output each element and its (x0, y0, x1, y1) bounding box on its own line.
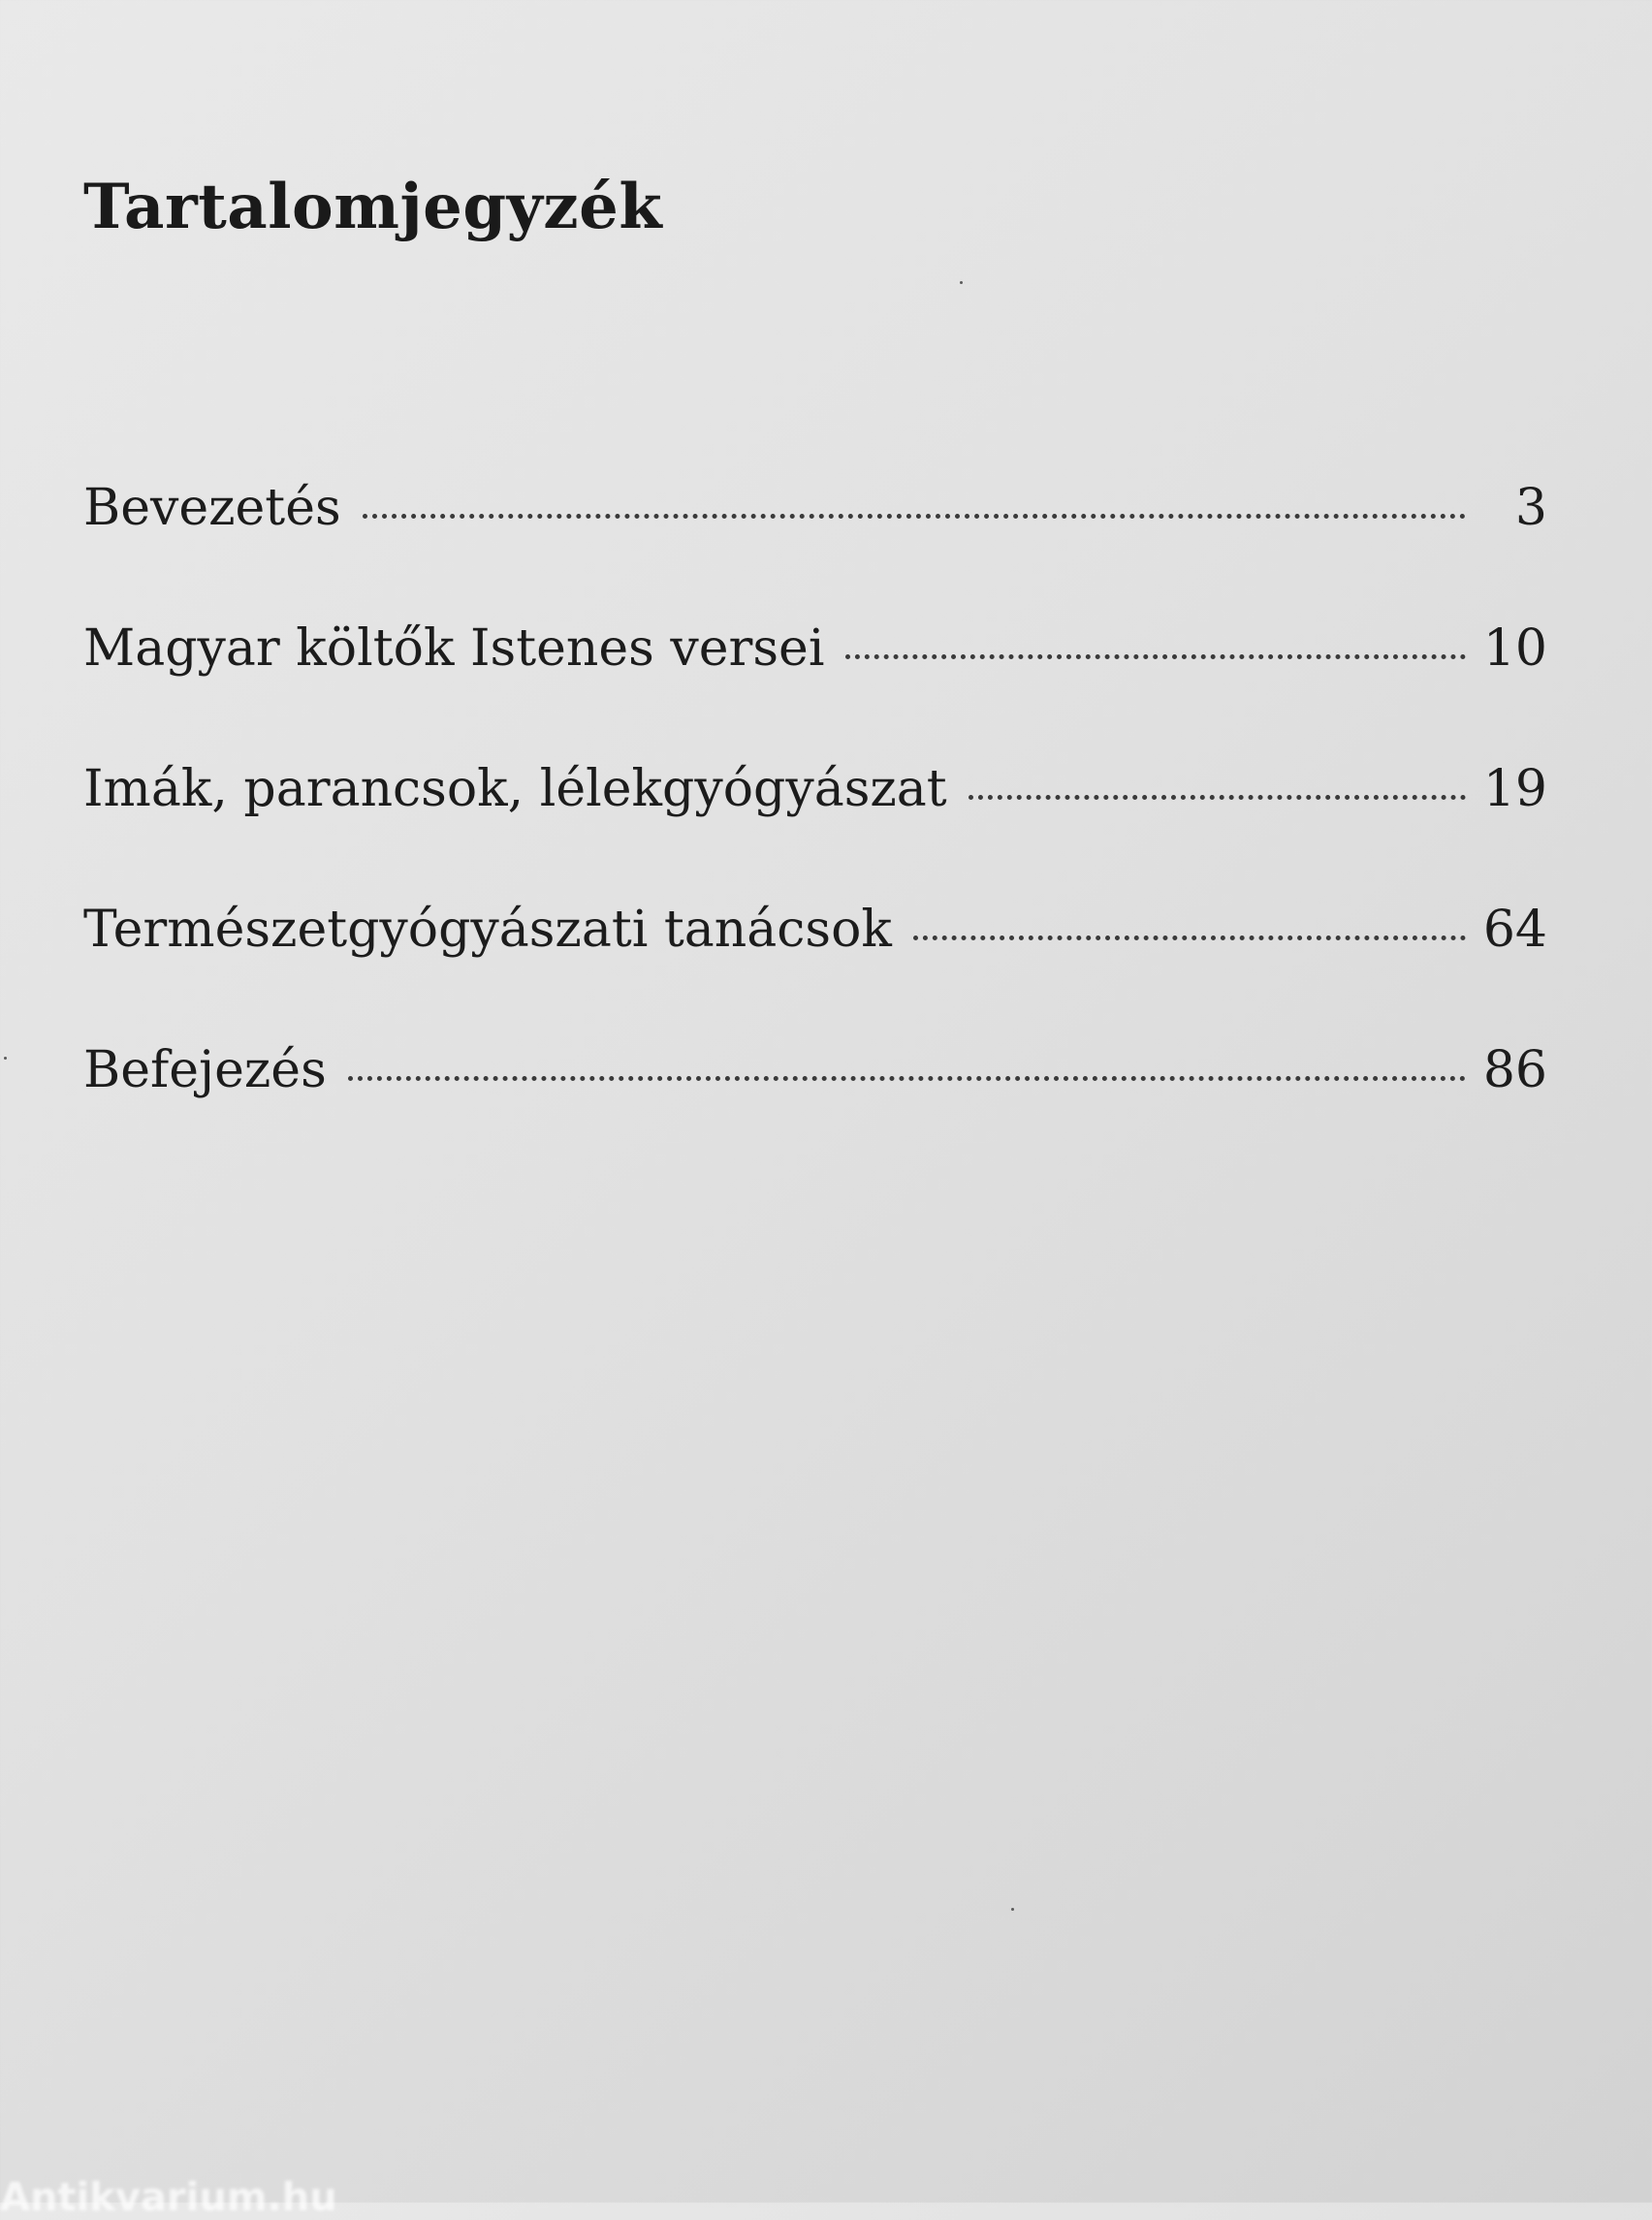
toc-entry-label: Magyar költők Istenes versei (83, 619, 825, 678)
dot-leader (913, 936, 1466, 940)
paper-speck (4, 1057, 7, 1060)
toc-entry-bevezetes (83, 479, 1547, 623)
toc-entry-label: Természetgyógyászati tanácsok (83, 901, 892, 959)
toc-entry-termeszetgyogyaszat (83, 901, 1547, 1045)
toc-entry-page-number: 10 (1482, 619, 1547, 678)
dot-leader (845, 654, 1466, 659)
paper-speck (960, 281, 963, 284)
toc-entry-page-number: 3 (1514, 479, 1547, 537)
toc-entry-imak (83, 760, 1547, 904)
paper-speck (1011, 1908, 1014, 1911)
toc-entry-label: Imák, parancsok, lélekgyógyászat (83, 760, 947, 818)
dot-leader (363, 514, 1466, 519)
watermark: Antikvarium.hu (0, 2175, 337, 2220)
table-of-contents (83, 479, 1547, 1186)
toc-entry-magyar-koltok (83, 619, 1547, 764)
toc-entry-page-number: 86 (1482, 1041, 1547, 1099)
page-title: Tartalomjegyzék (83, 171, 663, 243)
toc-entry-befejezes (83, 1041, 1547, 1186)
toc-entry-label: Bevezetés (83, 479, 341, 537)
toc-entry-page-number: 64 (1482, 901, 1547, 959)
dot-leader (969, 795, 1466, 800)
dot-leader (348, 1076, 1466, 1081)
toc-entry-label: Befejezés (83, 1041, 327, 1099)
toc-entry-page-number: 19 (1482, 760, 1547, 818)
